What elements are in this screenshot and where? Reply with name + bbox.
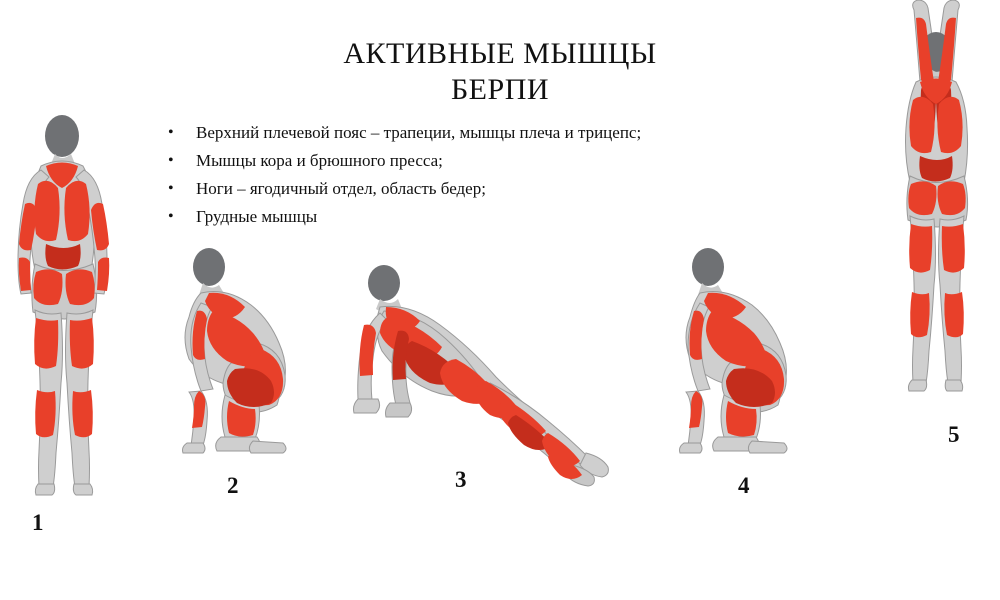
page-title [0,36,1000,108]
figure-5-illustration [870,0,1000,460]
figure-5 [870,0,1000,460]
figure-1 [0,112,140,535]
bullet-marker-icon: • [168,152,174,169]
figure-number-5: 5 [948,422,960,447]
figure-number-1: 1 [32,510,44,535]
list-item-label: Мышцы кора и брюшного пресса; [196,151,443,170]
list-item [168,206,868,228]
list-item [168,122,868,144]
list-item-label: Верхний плечевой пояс – трапеции, мышцы плеча и трицепс; [196,123,642,142]
list-item-label: Ноги – ягодичный отдел, область бедер; [196,179,486,198]
list-item-label: Грудные мышцы [196,207,318,226]
figure-number-2: 2 [227,473,239,498]
active-muscle-highlight [360,307,583,479]
figure-3-illustration [340,255,640,490]
figure-3 [340,255,640,490]
figure-2 [165,245,325,498]
title-line-2: БЕРПИ [450,73,550,106]
bullet-marker-icon: • [168,124,174,141]
figure-1-illustration [0,112,140,502]
figure-2-illustration [165,245,325,495]
bullet-marker-icon: • [168,208,174,225]
bullet-marker-icon: • [168,180,174,197]
figure-number-4: 4 [738,473,750,498]
figure-number-3: 3 [455,467,467,492]
list-item [168,150,868,172]
muscle-list [168,122,868,234]
figure-4-illustration [660,245,830,495]
list-item [168,178,868,200]
title-line-1: АКТИВНЫЕ МЫШЦЫ [343,37,657,70]
figure-4 [660,245,830,498]
